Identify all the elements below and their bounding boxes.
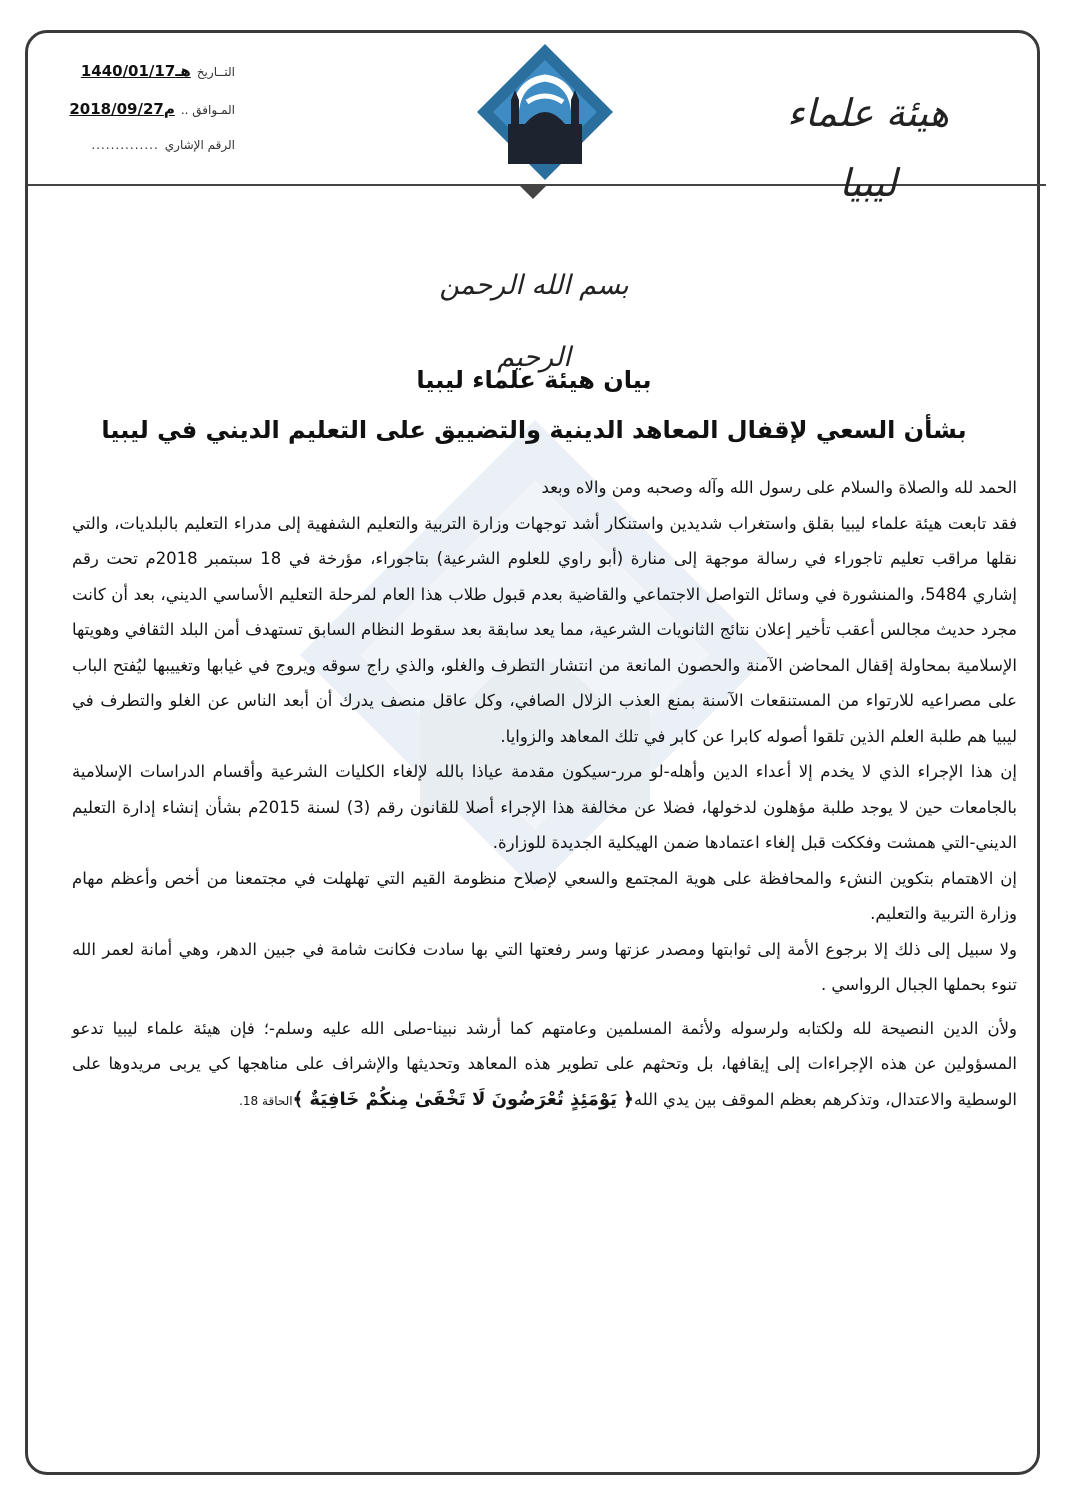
emblem-minaret-left — [511, 100, 519, 130]
organization-name-calligraphy: هيئة علماء ليبيا — [786, 91, 950, 205]
statement-title: بيان هيئة علماء ليبيا — [416, 366, 652, 394]
body-paragraph-1: فقد تابعت هيئة علماء ليبيا بقلق واستغراب شديدين واستنكار أشد توجهات وزارة التربية والتعليم الشفهية إلى مدراء التعليم بالبلديات، والتي نقلها مراقب تعليم تاجوراء في رسالة موجهة إلى منارة (أبو راوي للعلوم الشرعية) بتاجوراء، مؤرخة في 18 سبتمبر 2018م تحت رقم إشاري 5484، والمنشورة في وسائل التواصل الاجتماعي والقاضية بعدم قبول طلاب هذا العام لمرحلة التعليم الأساسي الديني، بعد أن كانت مجرد حديث مجالس أعقب تأخير إعلان نتائج الثانويات الشرعية، مما يعد سابقة بعد سقوط النظام السابق تستهدف أمن البلد الثقافي وهويتها الإسلامية بمحاولة إقفال المحاضن الآمنة والحصون المانعة من انتشار التطرف والغلو، والذي راج سوقه ويروج في غيابها وتغييبها ليُفتح الباب على مصراعيه للارتواء من المستنقعات الآسنة بمنع العذب الزلال الصافي، وكل عاقل منصف يدرك أن أبعد الناس عن الغلو والتطرف في ليبيا هم طلبة العلم الذين تلقوا أصوله كابرا عن كابر في تلك المعاهد والزوايا. — [72, 513, 1017, 746]
body-paragraph-5 — [72, 1011, 1017, 1120]
body-paragraph-4: ولا سبيل إلى ذلك إلا برجوع الأمة إلى ثوابتها ومصدر عزتها وسر رفعتها التي بها سادت فكانت شامة في جبين الدهر، وهي أمانة لعمر الله تنوء بحملها الجبال الرواسي . — [72, 939, 1017, 994]
body-paragraph-3: إن الاهتمام بتكوين النشء والمحافظة على هوية المجتمع والسعي لإصلاح منظومة القيم التي تهلهلت في مجتمعنا من أخص وأعظم مهام وزارة التربية والتعليم. — [72, 868, 1017, 923]
gregorian-date-value: 2018/09/27م — [69, 100, 175, 118]
hijri-date-value: 1440/01/17هـ — [80, 62, 191, 80]
body-paragraph-2: إن هذا الإجراء الذي لا يخدم إلا أعداء الدين وأهله-لو مرر-سيكون مقدمة عياذا بالله لإلغاء الكليات الشرعية وأقسام الدراسات الإسلامية بالجامعات حين لا يوجد طلبة مؤهلون لدخولها، فضلا عن مخالفة هذا الإجراء أصلا للقانون رقم (3) لسنة 2015م بشأن إنشاء إدارة التعليم الديني-التي همشت وفككت قبل إلغاء اعتمادها ضمن الهيكلية الجديدة للوزارة. — [72, 762, 1017, 852]
hijri-date-row — [45, 62, 235, 100]
emblem-minaret-right — [571, 100, 579, 130]
verse-reference: الحاقة 18. — [239, 1093, 293, 1108]
emblem-mosque-base — [508, 124, 582, 164]
basmala-calligraphy: بسم الله الرحمن الرحيم — [439, 270, 629, 373]
emblem-logo — [475, 42, 615, 182]
reference-number-row — [45, 138, 235, 176]
body-paragraph-5-text: ولأن الدين النصيحة لله ولكتابه ولرسوله ولأئمة المسلمين وعامتهم كما أرشد نبينا-صلى الله عليه وسلم-؛ فإن هيئة علماء ليبيا تدعو المسؤولين عن هذه الإجراءات إلى إيقافها، بل وتحثهم على تطوير هذه المعاهد وتحديثها والإشراف على مناهجها كي يربى مريدوها على الوسطية والاعتدال، وتذكرهم بعظم الموقف بين يدي الله — [72, 1018, 1017, 1109]
reference-number-label: الرقم الإشاري — [164, 138, 235, 152]
statement-body — [72, 470, 1017, 1119]
hijri-date-label: التــاريخ — [196, 65, 235, 79]
quran-verse: ﴿ يَوْمَئِذٍ تُعْرَضُونَ لَا تَخْفَىٰ مِنكُمْ خَافِيَةٌ ﴾ — [292, 1088, 634, 1110]
statement-subtitle: بشأن السعي لإقفال المعاهد الدينية والتضييق على التعليم الديني في ليبيا — [101, 416, 967, 444]
gregorian-date-row — [45, 100, 235, 138]
header-divider-notch — [519, 185, 547, 199]
body-paragraph-opening: الحمد لله والصلاة والسلام على رسول الله وآله وصحبه ومن والاه وبعد — [541, 478, 1017, 497]
gregorian-date-label: المـوافق .. — [180, 103, 235, 117]
reference-number-value: .............. — [91, 138, 159, 152]
document-metadata — [45, 62, 235, 176]
